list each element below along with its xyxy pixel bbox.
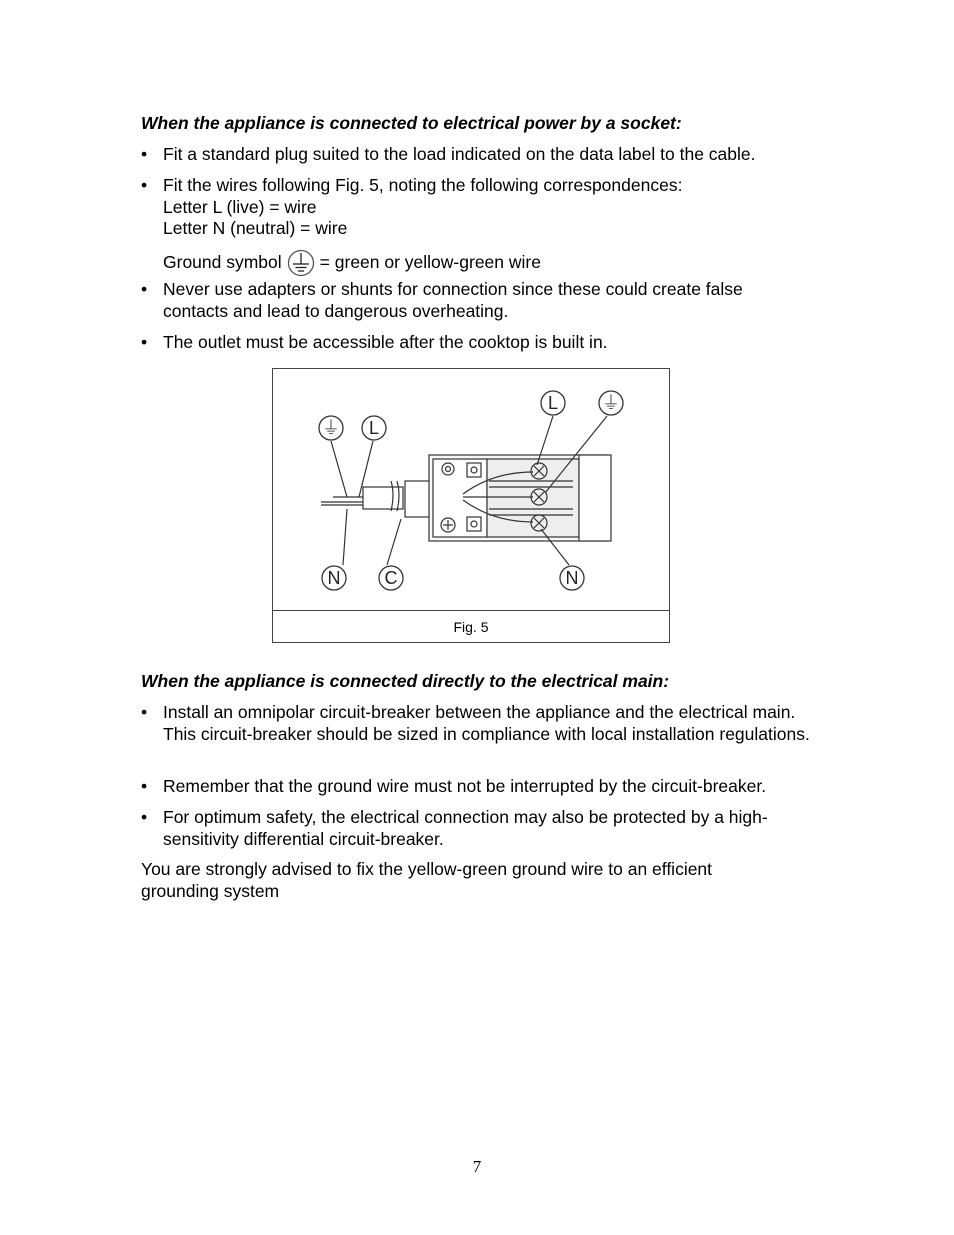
figure-caption: Fig. 5: [453, 619, 489, 635]
list-item-text: Fit the wires following Fig. 5, noting the following correspondences:: [163, 175, 683, 195]
bullet-marker: •: [141, 702, 148, 722]
list-item: [141, 776, 831, 798]
label-ground-right: ⏚: [602, 393, 620, 413]
neutral-correspondence: Letter N (neutral) = wire: [163, 218, 348, 238]
list-item-text: Fit a standard plug suited to the load indicated on the data label to the cable.: [163, 144, 756, 164]
list-item-text: Install an omnipolar circuit-breaker between the appliance and the electrical main. This circuit-breaker should be sized in compliance with local installation regulations.: [163, 702, 810, 744]
list-item: [141, 332, 831, 354]
list-item-text: Never use adapters or shunts for connection since these could create false contacts and lead to dangerous overheating.: [163, 279, 743, 321]
bullet-marker: •: [141, 332, 148, 352]
closing-paragraph: You are strongly advised to fix the yellow-green ground wire to an efficient grounding system: [141, 859, 713, 901]
label-neutral-left: N: [327, 568, 341, 588]
wiring-figure: [272, 368, 670, 643]
list-item-text: For optimum safety, the electrical connection may also be protected by a high-sensitivity differential circuit-breaker.: [163, 807, 768, 849]
ground-correspondence: [163, 249, 831, 277]
ground-suffix: = green or yellow-green wire: [319, 251, 541, 272]
live-correspondence: Letter L (live) = wire: [163, 196, 317, 217]
list-item: [141, 175, 831, 277]
list-item: [141, 144, 831, 166]
list-item: [141, 702, 831, 745]
list-item-text: The outlet must be accessible after the cooktop is built in.: [163, 332, 608, 352]
label-live-left: L: [368, 418, 380, 438]
bullet-marker: •: [141, 144, 148, 164]
label-live-right: L: [547, 393, 559, 413]
list-item: [141, 279, 831, 322]
figure-caption-bar: [273, 610, 669, 643]
bullet-marker: •: [141, 279, 148, 299]
section-heading-socket: When the appliance is connected to electrical power by a socket:: [141, 113, 682, 133]
bullet-marker: •: [141, 175, 148, 195]
label-cable: C: [384, 568, 398, 588]
section-heading-main: When the appliance is connected directly to the electrical main:: [141, 671, 670, 691]
list-item-text: Remember that the ground wire must not be interrupted by the circuit-breaker.: [163, 776, 767, 796]
label-neutral-right: N: [565, 568, 579, 588]
terminal-block-diagram: [273, 369, 669, 610]
ground-symbol-icon: [284, 249, 318, 277]
bullet-marker: •: [141, 807, 148, 827]
label-ground-left: ⏚: [322, 418, 340, 438]
list-item: [141, 807, 831, 850]
ground-prefix: Ground symbol: [163, 251, 282, 272]
page-number: 7: [472, 1157, 482, 1176]
bullet-marker: •: [141, 776, 148, 796]
